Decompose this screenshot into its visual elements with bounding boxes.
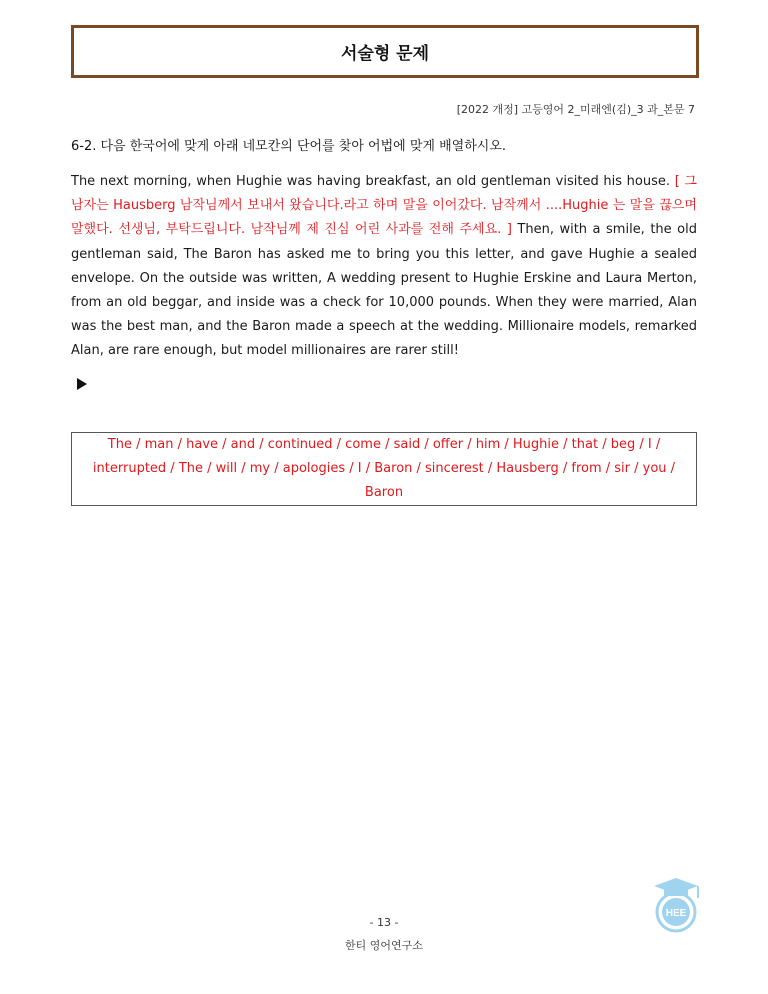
question-prompt: 6-2. 다음 한국어에 맞게 아래 네모칸의 단어를 찾아 어법에 맞게 배열하시오. bbox=[71, 139, 507, 154]
play-triangle-icon bbox=[77, 378, 87, 390]
passage-after: Then, with a smile, the old gentleman said, The Baron has asked me to bring you this letter, and gave Hughie a sealed envelope. On the outside was written, A wedding present to Hughie Erskine and Laura Merton, from an old beggar, and inside was a check for 10,000 pounds. When they were married, Alan was the best man, and the Baron made a speech at the wedding. Millionaire models, remarked Alan, are rare enough, but model millionaires are rarer still! bbox=[71, 222, 697, 359]
logo-text: HEE bbox=[665, 908, 687, 919]
passage-highlight: [ 그 남자는 Hausberg 남작님께서 보내서 왔습니다.라고 하며 말을 이어갔다. 남작께서 ....Hughie 는 말을 끊으며 말했다. 선생님, 부탁드립니다. 남작님께 제 진심 어린 사과를 전해 주세요. ] bbox=[71, 174, 697, 238]
source-label: [2022 개정] 고등영어 2_미래엔(김)_3 과_본문 7 bbox=[456, 103, 695, 116]
passage-text bbox=[71, 170, 697, 364]
page-number: - 13 - bbox=[369, 916, 399, 929]
footer-text: 한티 영어연구소 bbox=[345, 939, 423, 952]
word-bank-text: The / man / have / and / continued / come / said / offer / him / Hughie / that / beg / I / interrupted / The / will / my / apologies / I / Baron / sincerest / Hausberg / from / sir / you / Baron bbox=[92, 437, 676, 500]
passage-before: The next morning, when Hughie was having breakfast, an old gentleman visited his house. bbox=[71, 174, 675, 189]
title-box bbox=[71, 25, 699, 78]
word-bank-box bbox=[71, 432, 697, 506]
hee-logo bbox=[648, 872, 704, 934]
page-title: 서술형 문제 bbox=[340, 44, 430, 64]
